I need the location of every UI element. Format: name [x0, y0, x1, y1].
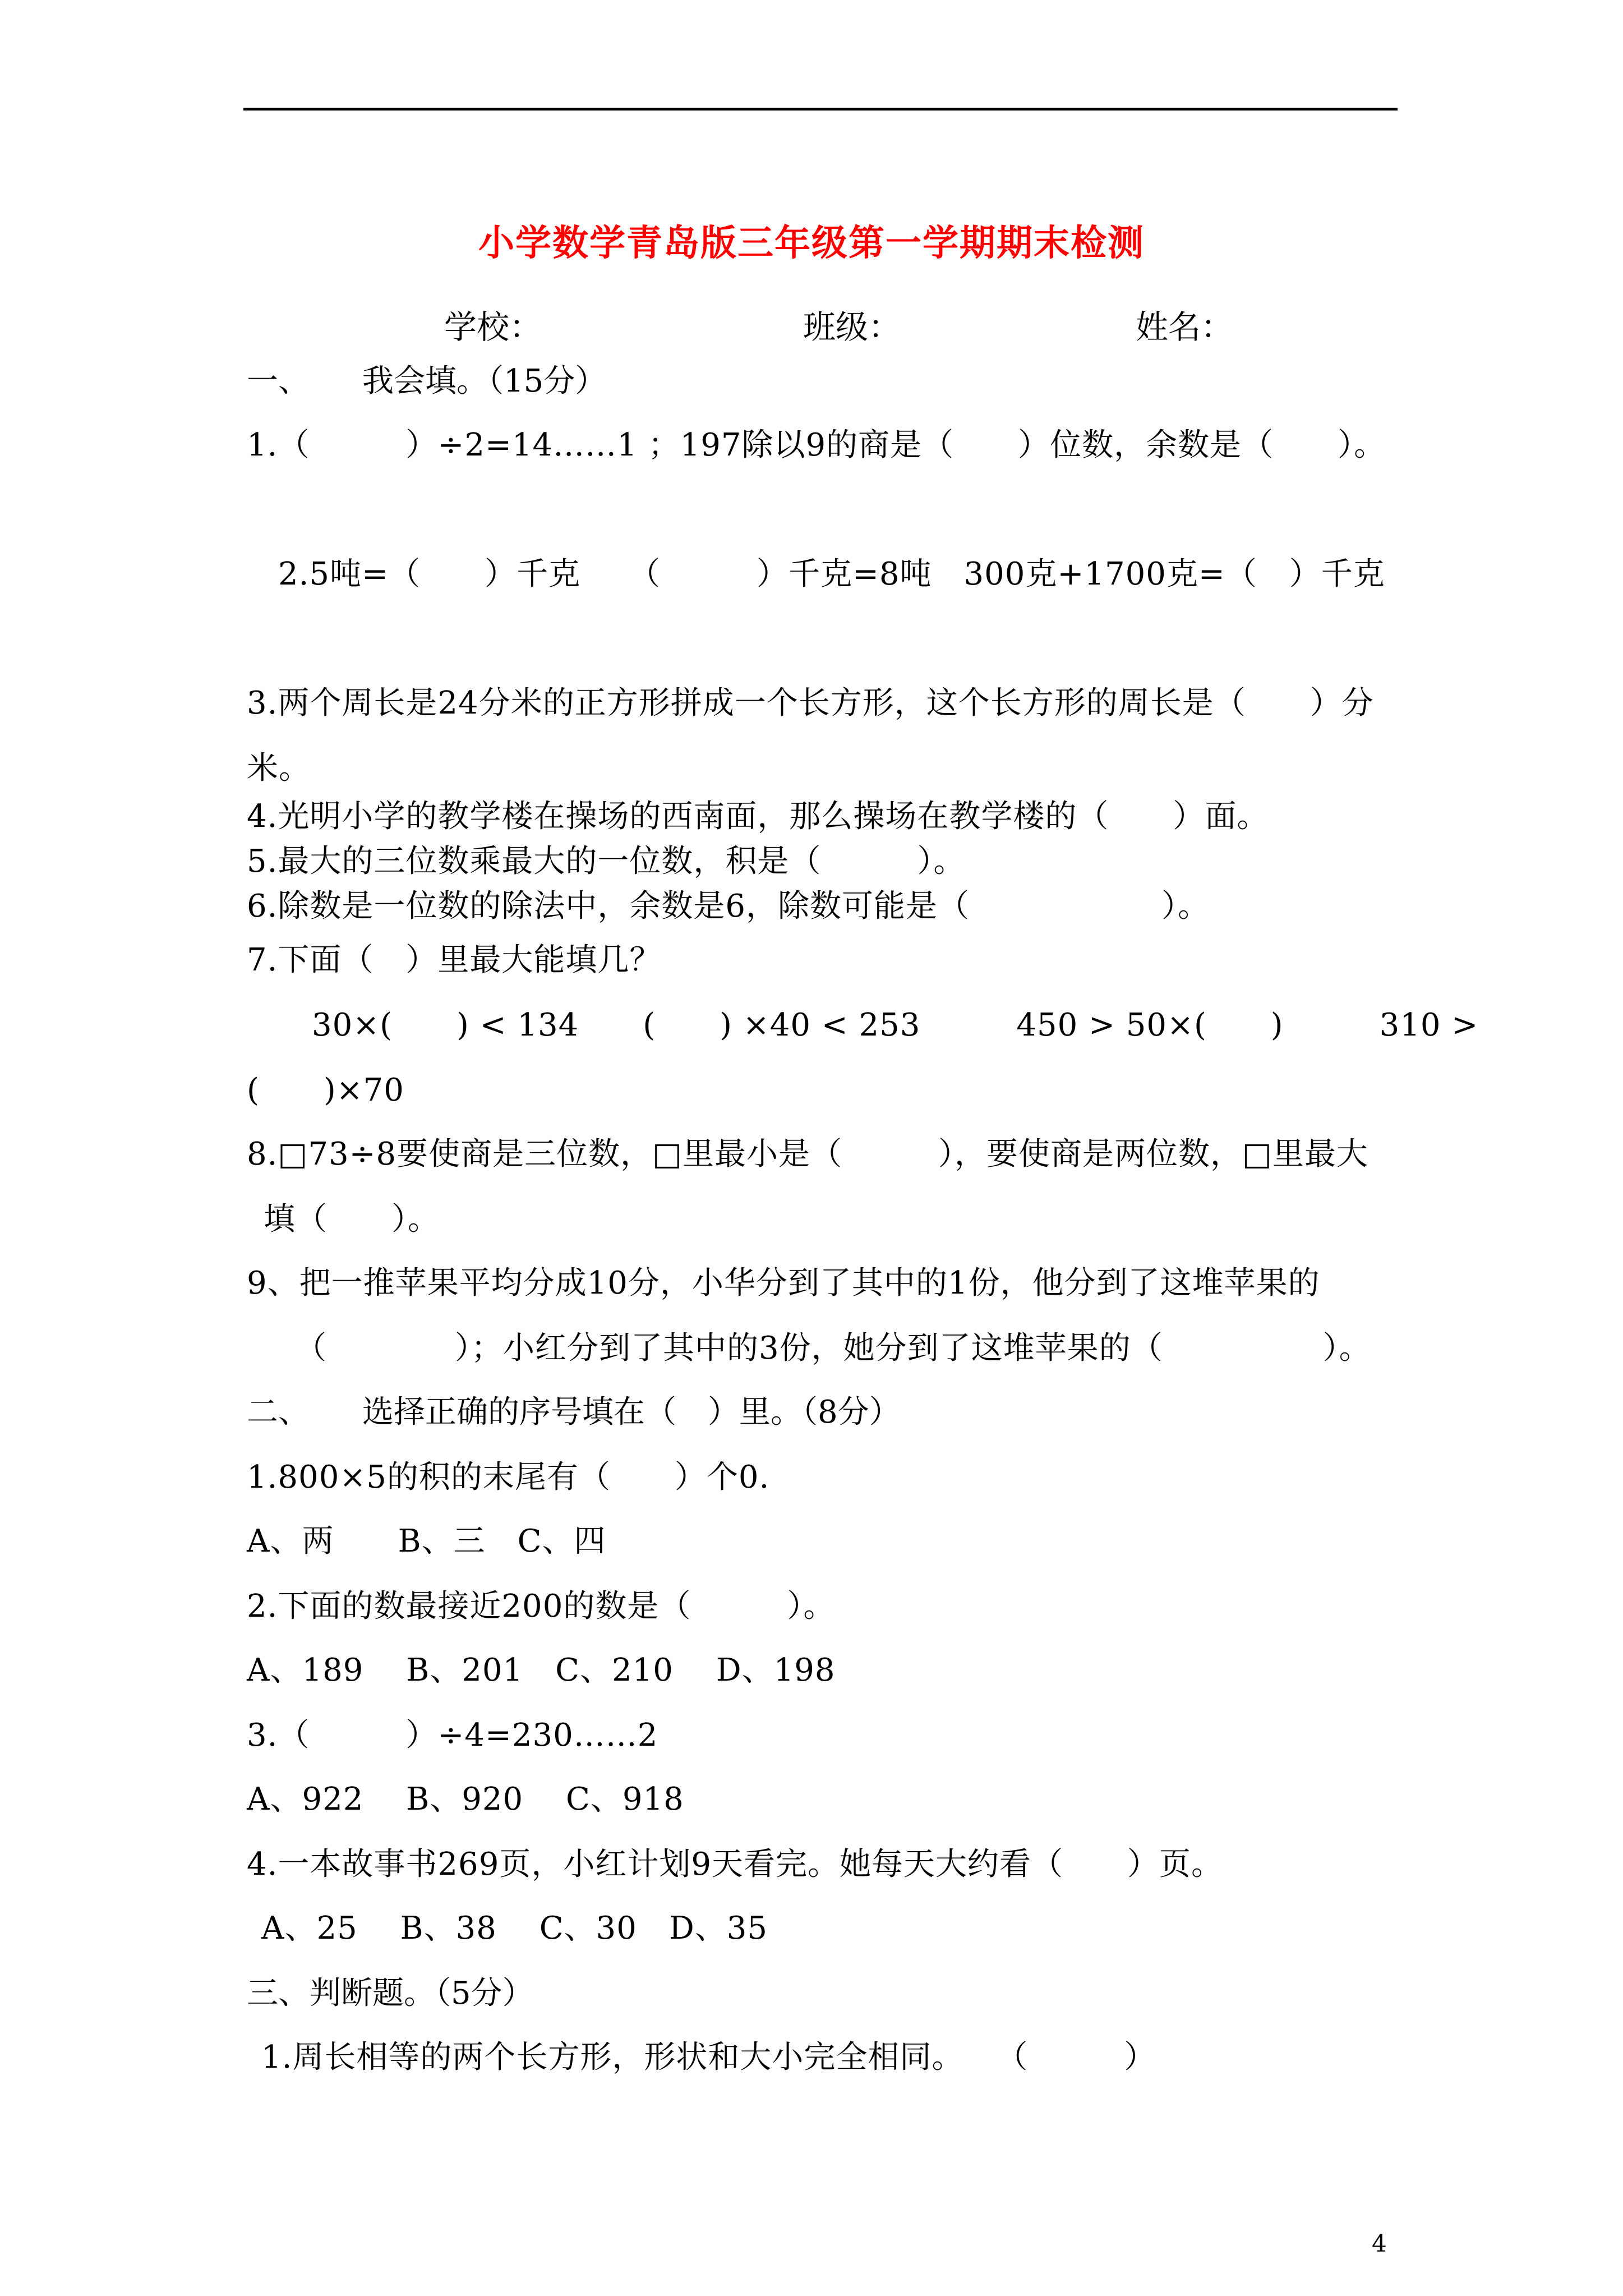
q8-line: 8.□73÷8要使商是三位数，□里最小是（ ），要使商是两位数，□里最大 [247, 1136, 1368, 1172]
section-1-heading: 我会填。（15分） [362, 363, 607, 399]
document-title: 小学数学青岛版三年级第一学期期末检测 [478, 222, 1145, 264]
q2-line: 2.5吨=（ ）千克 （ ）千克=8吨 300克+1700克=（ ）千克 [278, 556, 1385, 592]
section-3-heading: 三、判断题。（5分） [247, 1975, 534, 2012]
q7-line: 7.下面（ ）里最大能填几？ [247, 942, 662, 978]
q9-continuation: （ ）；小红分到了其中的3份，她分到了这堆苹果的（ ）。 [295, 1330, 1371, 1366]
choice-q4: 4.一本故事书269页，小红计划9天看完。她每天大约看（ ）页。 [247, 1846, 1223, 1883]
q1-line: 1.（ ）÷2=14……1 ；197除以9的商是（ ）位数，余数是（ ）。 [247, 427, 1386, 463]
section-1-number: 一、 [247, 363, 310, 399]
q7-items: 30×( ) < 134 ( ) ×40 < 253 450 > 50×( ) 310 > [312, 1007, 1479, 1043]
q9-line: 9、把一推苹果平均分成10分，小华分到了其中的1份，他分到了这堆苹果的 [247, 1265, 1320, 1301]
header-rule [243, 108, 1398, 111]
q5-line: 5.最大的三位数乘最大的一位数，积是（ ）。 [247, 843, 966, 880]
choice-q3-options: A、922 B、920 C、918 [247, 1781, 684, 1818]
school-label: 学校： [444, 308, 542, 346]
choice-q4-options: A、25 B、38 C、30 D、35 [261, 1910, 768, 1947]
section-2-number: 二、 [247, 1394, 310, 1430]
q3-continuation: 米。 [247, 750, 311, 786]
section-2-heading: 选择正确的序号填在（ ）里。（8分） [362, 1394, 901, 1430]
q4-line: 4.光明小学的教学楼在操场的西南面，那么操场在教学楼的（ ）面。 [247, 798, 1269, 835]
choice-q1: 1.800×5的积的末尾有（ ）个0. [247, 1459, 770, 1496]
choice-q1-options: A、两 B、三 C、四 [247, 1523, 606, 1559]
judge-q1: 1.周长相等的两个长方形，形状和大小完全相同。 （ ） [261, 2039, 1156, 2076]
choice-q3: 3.（ ）÷4=230……2 [247, 1717, 658, 1754]
q6-line: 6.除数是一位数的除法中，余数是6，除数可能是（ ）。 [247, 888, 1210, 924]
class-label: 班级： [803, 308, 901, 346]
page-number: 4 [1372, 2230, 1387, 2257]
choice-q2-options: A、189 B、201 C、210 D、198 [247, 1652, 836, 1688]
q8-continuation: 填（ ）。 [264, 1201, 440, 1237]
q7-items-continuation: ( )×70 [247, 1072, 404, 1108]
choice-q2: 2.下面的数最接近200的数是（ ）。 [247, 1588, 836, 1625]
name-label: 姓名： [1136, 308, 1234, 346]
q3-line: 3.两个周长是24分米的正方形拼成一个长方形，这个长方形的周长是（ ）分 [247, 685, 1374, 721]
